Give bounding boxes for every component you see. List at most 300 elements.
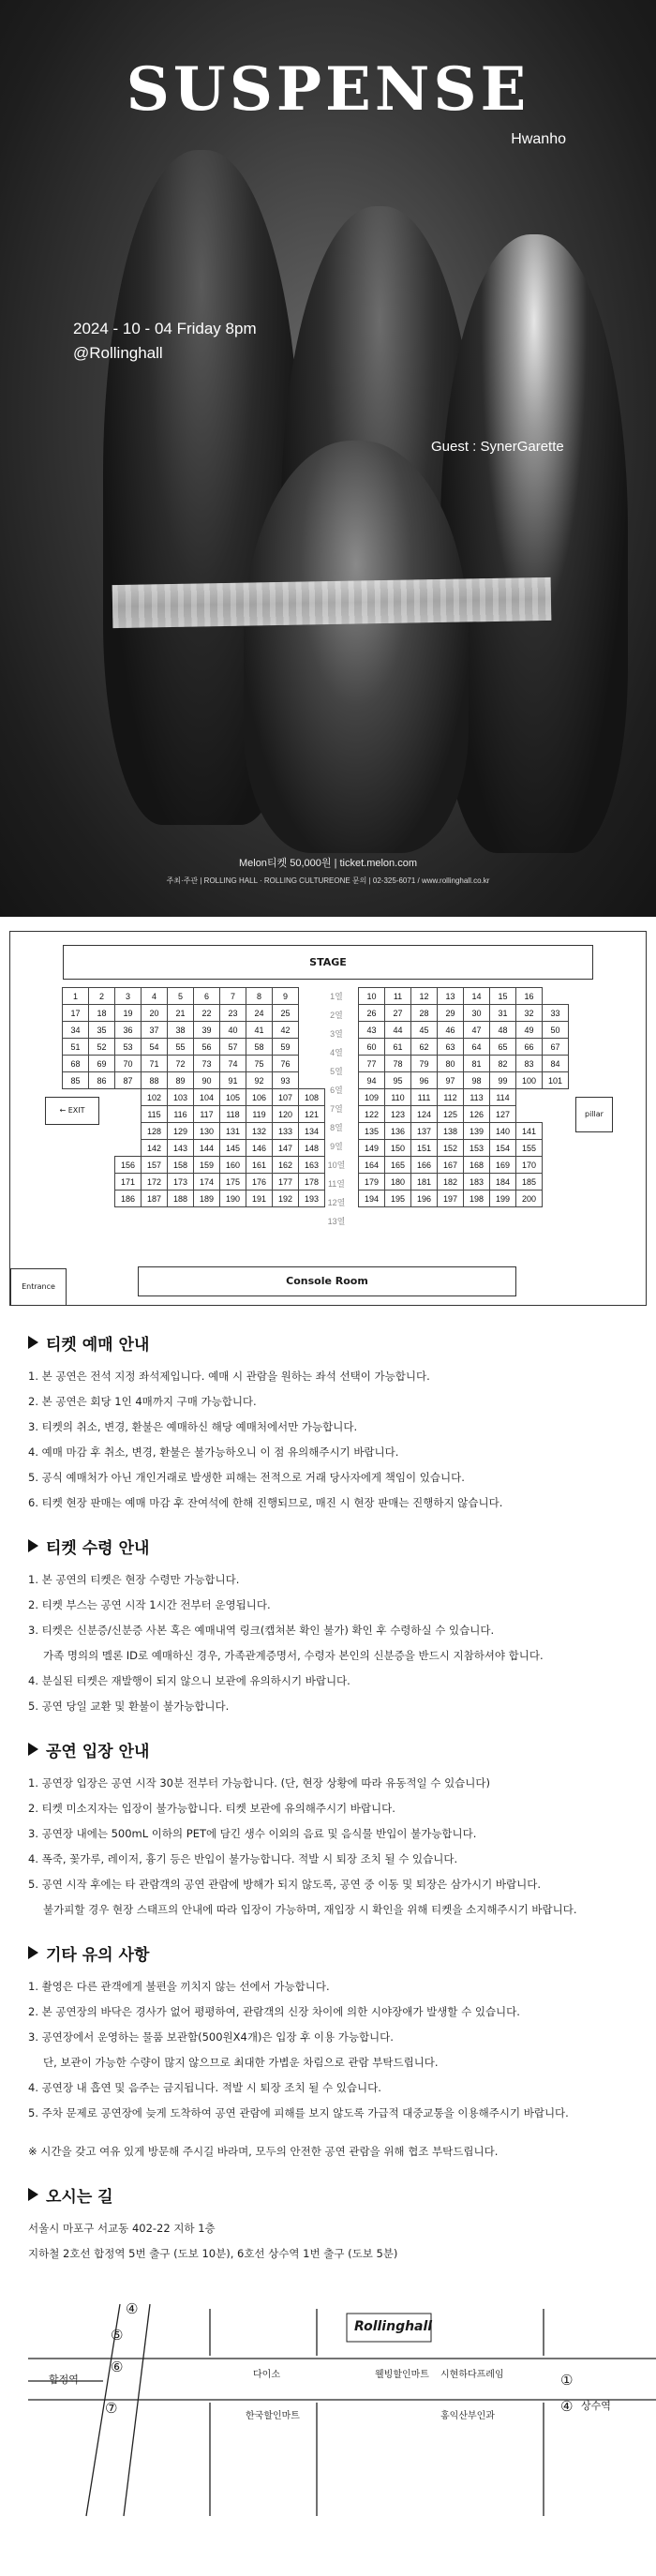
seat-gap	[89, 1191, 115, 1207]
seat: 173	[168, 1174, 194, 1191]
seat: 110	[385, 1089, 411, 1106]
seat-row	[63, 1157, 325, 1174]
seat: 11	[385, 988, 411, 1005]
seat: 123	[385, 1106, 411, 1123]
seat: 106	[246, 1089, 273, 1106]
seat-gap	[115, 1123, 142, 1140]
triangle-bullet-icon	[28, 1946, 38, 1959]
triangle-bullet-icon	[28, 1743, 38, 1756]
notice-line: 3. 티켓의 취소, 변경, 환불은 예매하신 해당 예매처에서만 가능합니다.	[28, 1420, 358, 1433]
notice-line	[28, 2126, 628, 2139]
seat: 115	[142, 1106, 168, 1123]
seat: 161	[246, 1157, 273, 1174]
seat: 137	[411, 1123, 438, 1140]
seat: 63	[438, 1039, 464, 1056]
seat: 34	[63, 1022, 89, 1039]
exit-4-hapjeong: ④	[126, 2300, 139, 2317]
seat: 77	[359, 1056, 385, 1072]
seat: 19	[115, 1005, 142, 1022]
seat: 101	[543, 1072, 569, 1089]
seat-gap	[63, 1191, 89, 1207]
seat: 14	[464, 988, 490, 1005]
seat: 73	[194, 1056, 220, 1072]
seat: 83	[516, 1056, 543, 1072]
notice-line: 1. 본 공연의 티켓은 현장 수령만 가능합니다.	[28, 1573, 240, 1586]
seat: 120	[273, 1106, 299, 1123]
seat: 23	[220, 1005, 246, 1022]
seat: 149	[359, 1140, 385, 1157]
seat: 7	[220, 988, 246, 1005]
seat: 50	[543, 1022, 569, 1039]
seat: 143	[168, 1140, 194, 1157]
seat: 132	[246, 1123, 273, 1140]
seat-gap	[89, 1157, 115, 1174]
seat: 3	[115, 988, 142, 1005]
ticket-info: Melon티켓 50,000원 | ticket.melon.com	[238, 858, 418, 869]
notice-line: 단, 보관이 가능한 수량이 많지 않으므로 최대한 가볍운 차림으로 관람 부탁드립니다.	[43, 2056, 439, 2069]
seat: 54	[142, 1039, 168, 1056]
seat: 76	[273, 1056, 299, 1072]
seat: 148	[299, 1140, 325, 1157]
section-title: 오시는 길	[46, 2188, 113, 2207]
notice-line: 4. 폭죽, 꽃가루, 레이저, 흉기 등은 반입이 불가능합니다. 적발 시 퇴장 조치 될 수 있습니다.	[28, 1852, 458, 1865]
notice-line: 5. 공연 시작 후에는 타 관람객의 공연 관람에 방해가 되지 않도록, 공연 중 이동 및 퇴장은 삼가시기 바랍니다.	[28, 1878, 542, 1891]
seat: 84	[543, 1056, 569, 1072]
seat: 176	[246, 1174, 273, 1191]
seat-gap	[115, 1089, 142, 1106]
seat: 190	[220, 1191, 246, 1207]
seat-row	[63, 1072, 325, 1089]
seat: 139	[464, 1123, 490, 1140]
seat: 27	[385, 1005, 411, 1022]
seat: 138	[438, 1123, 464, 1140]
seat: 71	[142, 1056, 168, 1072]
seat: 157	[142, 1157, 168, 1174]
seat: 177	[273, 1174, 299, 1191]
seat: 191	[246, 1191, 273, 1207]
notice-line: 5. 공연 당일 교환 및 환불이 불가능합니다.	[28, 1700, 230, 1713]
seat-gap	[89, 1140, 115, 1157]
seat: 22	[194, 1005, 220, 1022]
seat: 86	[89, 1072, 115, 1089]
seat: 108	[299, 1089, 325, 1106]
entrance: Entrance	[10, 1268, 67, 1306]
seat: 124	[411, 1106, 438, 1123]
seat: 60	[359, 1039, 385, 1056]
seat: 17	[63, 1005, 89, 1022]
notice-section	[28, 2183, 628, 2267]
seat-row	[359, 1056, 569, 1072]
seat: 141	[516, 1123, 543, 1140]
seat: 200	[516, 1191, 543, 1207]
seat: 52	[89, 1039, 115, 1056]
section-title: 공연 입장 안내	[46, 1743, 150, 1761]
seat: 44	[385, 1022, 411, 1039]
map-rollinghall: Rollinghall	[354, 2319, 433, 2334]
row-label: 1열	[330, 992, 343, 1001]
seat: 121	[299, 1106, 325, 1123]
seat-row	[359, 1005, 569, 1022]
seat: 105	[220, 1089, 246, 1106]
section-heading	[28, 1738, 628, 1761]
notice-line: 1. 촬영은 다른 관객에게 불편을 끼치지 않는 선에서 가능합니다.	[28, 1980, 330, 1993]
seat: 175	[220, 1174, 246, 1191]
seat-gap	[63, 1157, 89, 1174]
seat: 30	[464, 1005, 490, 1022]
seat: 43	[359, 1022, 385, 1039]
map-sicheong-frame: 시현하다프레임	[440, 2370, 504, 2380]
seat: 24	[246, 1005, 273, 1022]
seat: 8	[246, 988, 273, 1005]
seat: 47	[464, 1022, 490, 1039]
seat: 109	[359, 1089, 385, 1106]
seat-gap	[63, 1174, 89, 1191]
seat: 81	[464, 1056, 490, 1072]
seat: 10	[359, 988, 385, 1005]
seat: 165	[385, 1157, 411, 1174]
seat-gap	[115, 1140, 142, 1157]
seat: 167	[438, 1157, 464, 1174]
row-label: 4열	[330, 1048, 343, 1057]
seat: 164	[359, 1157, 385, 1174]
seat: 74	[220, 1056, 246, 1072]
location-map	[0, 2267, 656, 2520]
map-hanguk-mart: 한국할인마트	[246, 2411, 300, 2421]
seat: 59	[273, 1039, 299, 1056]
notice-line: 5. 주차 문제로 공연장에 늦게 도착하여 공연 관람에 피해를 보지 않도록 가급적 대중교통을 이용해주시기 바랍니다.	[28, 2106, 569, 2119]
seat-row	[63, 1039, 325, 1056]
seat: 147	[273, 1140, 299, 1157]
seat: 159	[194, 1157, 220, 1174]
seat: 114	[490, 1089, 516, 1106]
row-label: 6열	[330, 1086, 343, 1095]
seat: 127	[490, 1106, 516, 1123]
exit-5-hapjeong: ⑤	[111, 2327, 124, 2344]
seat-row	[63, 1191, 325, 1207]
seat: 100	[516, 1072, 543, 1089]
section-title: 기타 유의 사항	[46, 1946, 150, 1965]
seat: 75	[246, 1056, 273, 1072]
seat: 26	[359, 1005, 385, 1022]
seat: 118	[220, 1106, 246, 1123]
poster-credits: 주최·주관 | ROLLING HALL · ROLLING CULTUREONE 문의 | 02-325-6071 / www.rollinghall.co.kr	[166, 876, 490, 885]
event-date-venue	[73, 317, 257, 366]
seat: 64	[464, 1039, 490, 1056]
seat: 145	[220, 1140, 246, 1157]
seat: 130	[194, 1123, 220, 1140]
seat: 16	[516, 988, 543, 1005]
seat: 49	[516, 1022, 543, 1039]
seat: 103	[168, 1089, 194, 1106]
seat: 65	[490, 1039, 516, 1056]
seat: 193	[299, 1191, 325, 1207]
seat: 82	[490, 1056, 516, 1072]
seat-row	[359, 1089, 569, 1106]
seat-row	[63, 1056, 325, 1072]
seat: 21	[168, 1005, 194, 1022]
notice-line: 6. 티켓 현장 판매는 예매 마감 후 잔여석에 한해 진행되므로, 매진 시 현장 판매는 진행하지 않습니다.	[28, 1496, 503, 1509]
seat: 128	[142, 1123, 168, 1140]
map-drawing	[0, 2267, 656, 2520]
row-label: 5열	[330, 1067, 343, 1076]
seat: 56	[194, 1039, 220, 1056]
seat-row	[359, 1191, 569, 1207]
seat-row	[359, 1140, 569, 1157]
seat: 55	[168, 1039, 194, 1056]
seat: 53	[115, 1039, 142, 1056]
seat: 12	[411, 988, 438, 1005]
seat: 163	[299, 1157, 325, 1174]
notice-line: 1. 본 공연은 전석 지정 좌석제입니다. 예매 시 관람을 원하는 좌석 선택이 가능합니다.	[28, 1370, 430, 1383]
concert-poster	[0, 0, 656, 917]
seat: 170	[516, 1157, 543, 1174]
seat: 178	[299, 1174, 325, 1191]
seat: 15	[490, 988, 516, 1005]
seat: 37	[142, 1022, 168, 1039]
row-label: 8열	[330, 1123, 343, 1132]
seat: 5	[168, 988, 194, 1005]
section-heading	[28, 1941, 628, 1965]
right-seat-block	[358, 987, 569, 1207]
seat-row	[63, 1005, 325, 1022]
seat: 25	[273, 1005, 299, 1022]
seat: 35	[89, 1022, 115, 1039]
seat: 151	[411, 1140, 438, 1157]
seat: 125	[438, 1106, 464, 1123]
seat: 79	[411, 1056, 438, 1072]
guest-name: Guest : SynerGarette	[431, 439, 564, 455]
seat: 88	[142, 1072, 168, 1089]
notice-line: 2. 본 공연은 회당 1인 4매까지 구매 가능합니다.	[28, 1395, 257, 1408]
seat-row	[359, 988, 569, 1005]
seat: 129	[168, 1123, 194, 1140]
row-label: 12열	[327, 1198, 346, 1207]
notice-line: 4. 공연장 내 흡연 및 음주는 금지됩니다. 적발 시 퇴장 조치 될 수 있습니다.	[28, 2081, 381, 2094]
seat: 111	[411, 1089, 438, 1106]
seat-row	[359, 1106, 569, 1123]
console-room: Console Room	[138, 1266, 516, 1296]
seat: 162	[273, 1157, 299, 1174]
notice-line: 2. 티켓 미소지자는 입장이 불가능합니다. 티켓 보관에 유의해주시기 바랍니다.	[28, 1802, 395, 1815]
exit-4-sangsu: ④	[560, 2398, 574, 2415]
section-heading	[28, 1331, 628, 1355]
row-label: 10열	[327, 1161, 346, 1170]
section-title: 티켓 예매 안내	[46, 1336, 150, 1355]
seat: 198	[464, 1191, 490, 1207]
seat-row	[63, 1140, 325, 1157]
notice-line: 3. 공연장 내에는 500mL 이하의 PET에 담긴 생수 이외의 음료 및 음식물 반입이 불가능합니다.	[28, 1827, 477, 1840]
tape-strip	[112, 577, 552, 628]
seat: 168	[464, 1157, 490, 1174]
seat: 70	[115, 1056, 142, 1072]
stage: STAGE	[63, 945, 593, 980]
row-label: 2열	[330, 1011, 343, 1020]
artist-name: Hwanho	[511, 131, 566, 147]
notice-section	[28, 1941, 628, 2164]
notice-line: 지하철 2호선 합정역 5번 출구 (도보 10분), 6호선 상수역 1번 출구 (도보 5분)	[28, 2247, 398, 2260]
seat: 46	[438, 1022, 464, 1039]
notice-line: 3. 공연장에서 운영하는 물품 보관함(500원X4개)은 입장 후 이용 가능합니다.	[28, 2030, 394, 2044]
seat: 107	[273, 1089, 299, 1106]
seat: 192	[273, 1191, 299, 1207]
map-hapjeong-station: 합정역	[49, 2374, 79, 2386]
seat: 158	[168, 1157, 194, 1174]
seat: 18	[89, 1005, 115, 1022]
seat-row	[359, 1022, 569, 1039]
notice-line: 불가피할 경우 현장 스태프의 안내에 따라 입장이 가능하며, 재입장 시 확인을 위해 티켓을 소지해주시기 바랍니다.	[43, 1903, 577, 1916]
seat-gap	[115, 1106, 142, 1123]
pillar: pillar	[575, 1097, 613, 1132]
poster-title: SUSPENSE	[126, 54, 530, 125]
seat-row	[63, 1174, 325, 1191]
seat-row	[359, 1174, 569, 1191]
seat: 113	[464, 1089, 490, 1106]
notice-sections	[0, 1310, 656, 2267]
seat: 96	[411, 1072, 438, 1089]
seat: 180	[385, 1174, 411, 1191]
seat: 102	[142, 1089, 168, 1106]
seat-row	[359, 1157, 569, 1174]
row-label: 9열	[330, 1142, 343, 1151]
seat: 179	[359, 1174, 385, 1191]
seat-gap	[89, 1174, 115, 1191]
notice-line: ※ 시간을 갖고 여유 있게 방문해 주시길 바라며, 모두의 안전한 공연 관람을 위해 협조 부탁드립니다.	[28, 2145, 499, 2158]
notice-section	[28, 1535, 628, 1719]
seat: 188	[168, 1191, 194, 1207]
seat-row	[359, 1072, 569, 1089]
section-heading	[28, 2183, 628, 2207]
seat: 31	[490, 1005, 516, 1022]
seat: 41	[246, 1022, 273, 1039]
seat: 199	[490, 1191, 516, 1207]
seat-gap	[89, 1123, 115, 1140]
seat: 87	[115, 1072, 142, 1089]
seat: 185	[516, 1174, 543, 1191]
notice-line: 3. 티켓은 신분증/신분증 사본 혹은 예매내역 링크(캡쳐본 확인 불가) 확인 후 수령하실 수 있습니다.	[28, 1624, 495, 1637]
section-heading	[28, 1535, 628, 1558]
row-label: 3열	[330, 1029, 343, 1039]
seat: 155	[516, 1140, 543, 1157]
triangle-bullet-icon	[28, 1336, 38, 1349]
seat: 119	[246, 1106, 273, 1123]
seat: 9	[273, 988, 299, 1005]
seat: 32	[516, 1005, 543, 1022]
seat: 91	[220, 1072, 246, 1089]
seating-chart	[0, 917, 656, 1310]
notice-line: 2. 티켓 부스는 공연 시작 1시간 전부터 운영됩니다.	[28, 1598, 271, 1611]
notice-line: 1. 공연장 입장은 공연 시작 30분 전부터 가능합니다. (단, 현장 상황에 따라 유동적일 수 있습니다)	[28, 1776, 490, 1790]
seat: 116	[168, 1106, 194, 1123]
seat: 182	[438, 1174, 464, 1191]
exit-sign: ← EXIT	[45, 1097, 99, 1125]
seat: 28	[411, 1005, 438, 1022]
seat: 51	[63, 1039, 89, 1056]
seat: 29	[438, 1005, 464, 1022]
seat: 99	[490, 1072, 516, 1089]
seat: 156	[115, 1157, 142, 1174]
seat: 13	[438, 988, 464, 1005]
map-wellbeing-mart: 웰빙할인마트	[375, 2370, 429, 2380]
seat: 92	[246, 1072, 273, 1089]
row-label: 7열	[330, 1104, 343, 1114]
seat: 195	[385, 1191, 411, 1207]
seat-row	[63, 988, 325, 1005]
seat: 194	[359, 1191, 385, 1207]
seat: 142	[142, 1140, 168, 1157]
seat: 160	[220, 1157, 246, 1174]
seat: 153	[464, 1140, 490, 1157]
seat-row	[359, 1039, 569, 1056]
seat: 39	[194, 1022, 220, 1039]
seat: 38	[168, 1022, 194, 1039]
seat-row	[63, 1089, 325, 1106]
seat: 126	[464, 1106, 490, 1123]
notice-line: 2. 본 공연장의 바닥은 경사가 없어 평평하여, 관람객의 신장 차이에 의한 시야장애가 발생할 수 있습니다.	[28, 2005, 520, 2018]
seat: 183	[464, 1174, 490, 1191]
seat: 62	[411, 1039, 438, 1056]
seat: 154	[490, 1140, 516, 1157]
notice-line: 5. 공식 예매처가 아닌 개인거래로 발생한 피해는 전적으로 거래 당사자에게 책임이 있습니다.	[28, 1471, 465, 1484]
seat: 95	[385, 1072, 411, 1089]
triangle-bullet-icon	[28, 2188, 38, 2201]
seat: 146	[246, 1140, 273, 1157]
seat: 184	[490, 1174, 516, 1191]
seat-gap	[63, 1140, 89, 1157]
seat: 67	[543, 1039, 569, 1056]
map-daiso: 다이소	[253, 2370, 280, 2380]
exit-6-hapjeong: ⑥	[111, 2359, 124, 2375]
seat: 36	[115, 1022, 142, 1039]
triangle-bullet-icon	[28, 1539, 38, 1552]
seat: 40	[220, 1022, 246, 1039]
seat-row	[359, 1123, 569, 1140]
seat: 66	[516, 1039, 543, 1056]
seat: 152	[438, 1140, 464, 1157]
notice-line: 4. 예매 마감 후 취소, 변경, 환불은 불가능하오니 이 점 유의해주시기 바랍니다.	[28, 1445, 399, 1459]
notice-line: 4. 분실된 티켓은 재발행이 되지 않으니 보관에 유의하시기 바랍니다.	[28, 1674, 350, 1687]
seat: 181	[411, 1174, 438, 1191]
seat: 189	[194, 1191, 220, 1207]
event-venue: @Rollinghall	[73, 344, 163, 362]
section-title: 티켓 수령 안내	[46, 1539, 150, 1558]
notice-section	[28, 1738, 628, 1923]
notice-line: 가족 명의의 멜론 ID로 예매하신 경우, 가족관계증명서, 수령자 본인의 신분증을 반드시 지참하셔야 합니다.	[43, 1649, 544, 1662]
seat: 85	[63, 1072, 89, 1089]
seat: 166	[411, 1157, 438, 1174]
seat: 136	[385, 1123, 411, 1140]
seat: 134	[299, 1123, 325, 1140]
artist-figure-front	[244, 441, 469, 853]
map-hongik-clinic: 홍익산부인과	[440, 2411, 495, 2421]
notice-section	[28, 1331, 628, 1516]
seat: 20	[142, 1005, 168, 1022]
seat-row	[63, 1123, 325, 1140]
seat: 140	[490, 1123, 516, 1140]
seat: 90	[194, 1072, 220, 1089]
seat: 72	[168, 1056, 194, 1072]
seat: 135	[359, 1123, 385, 1140]
seat: 42	[273, 1022, 299, 1039]
seat: 186	[115, 1191, 142, 1207]
left-seat-block	[62, 987, 325, 1207]
row-label: 13열	[327, 1217, 346, 1226]
seat: 122	[359, 1106, 385, 1123]
seat: 6	[194, 988, 220, 1005]
seat: 150	[385, 1140, 411, 1157]
seat: 187	[142, 1191, 168, 1207]
seat: 174	[194, 1174, 220, 1191]
seat: 171	[115, 1174, 142, 1191]
